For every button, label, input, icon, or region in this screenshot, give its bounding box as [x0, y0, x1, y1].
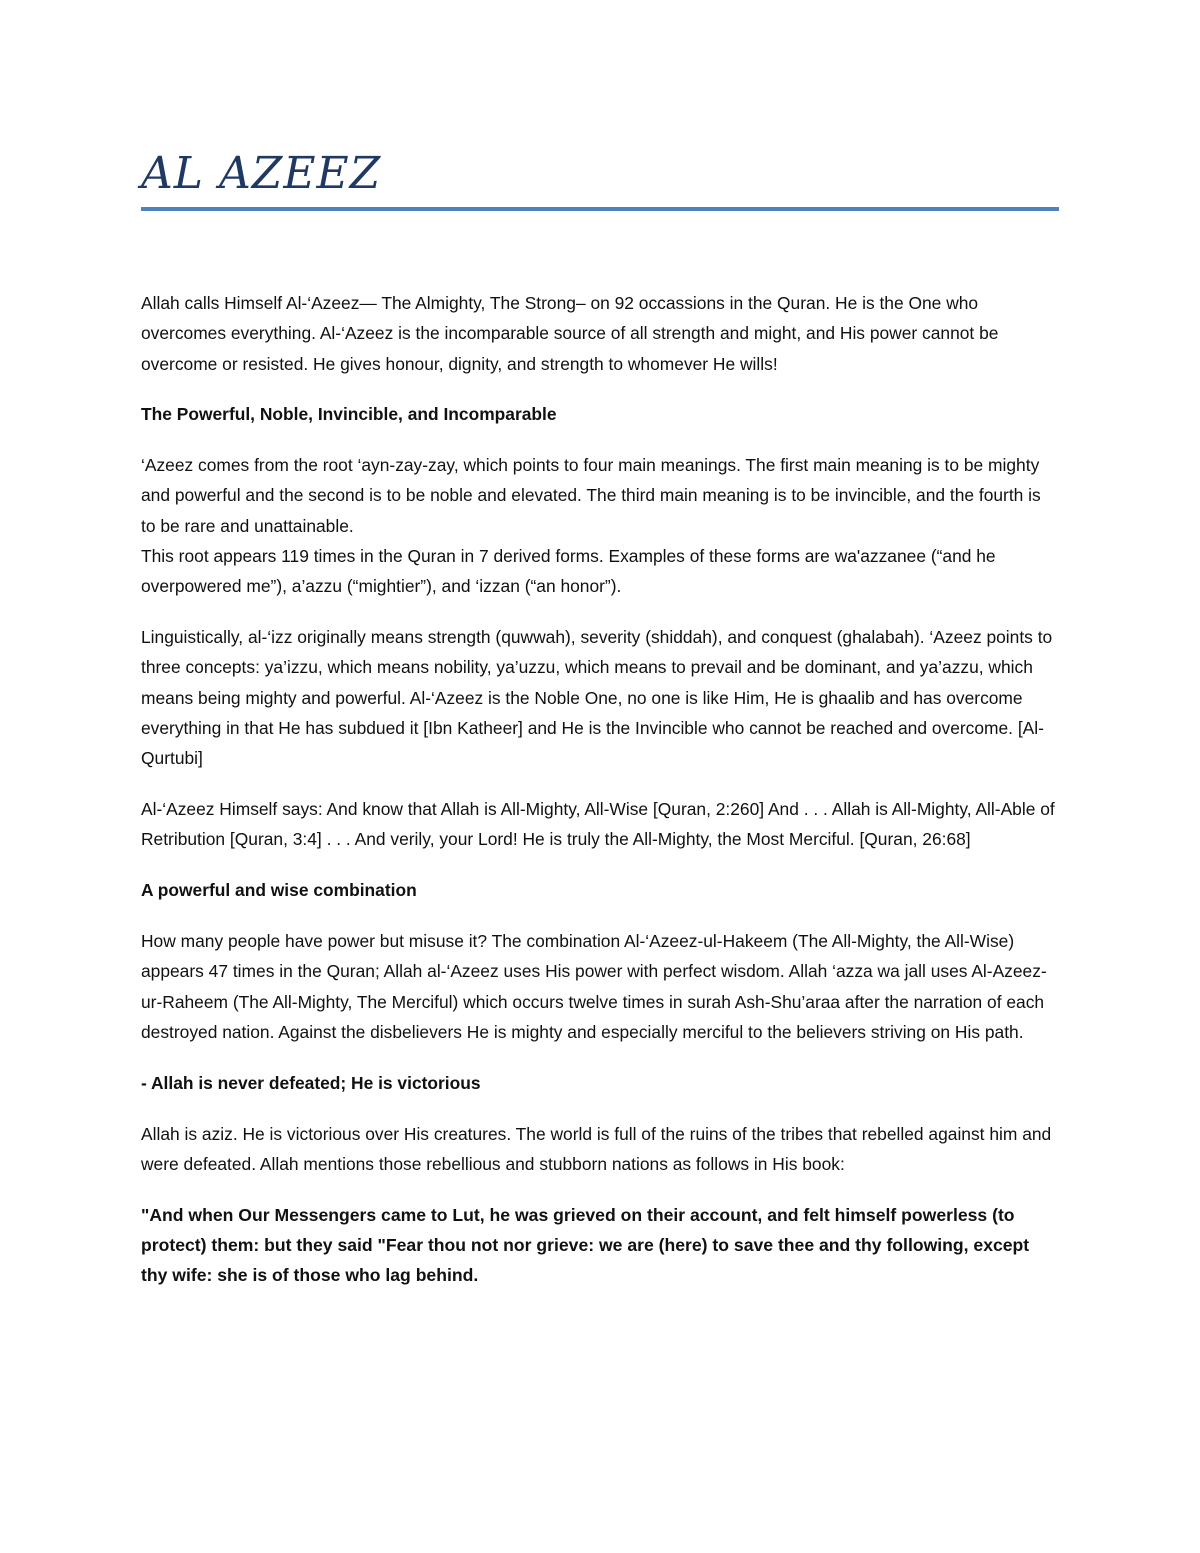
document-body — [141, 288, 1059, 1311]
combination-paragraph: How many people have power but misuse it? The combination Al-‘Azeez-ul-Hakeem (The All-Mighty, the All-Wise) appears 47 times in the Quran; Allah al-‘Azeez uses His power with perfect wisdom. Allah ‘azza wa jall uses Al-Azeez-ur-Raheem (The All-Mighty, The Merciful) which occurs twelve times in surah Ash-Shu’araa after the narration of each destroyed nation. Against the disbelievers He is mighty and especially merciful to the believers striving on His path. — [141, 931, 1047, 1042]
section-heading-victorious: - Allah is never defeated; He is victorious — [141, 1072, 481, 1093]
intro-paragraph: Allah calls Himself Al-‘Azeez— The Almighty, The Strong– on 92 occassions in the Quran. He is the One who overcomes everything. Al-‘Azeez is the incomparable source of all strength and might, and His power cannot be overcome or resisted. He gives honour, dignity, and strength to whomever He wills! — [141, 293, 999, 374]
root-meaning-paragraph: ‘Azeez comes from the root ‘ayn-zay-zay, which points to four main meanings. The first main meaning is to be mighty and powerful and the second is to be noble and elevated. The third main meaning is to be invincible, and the fourth is to be rare and unattainable. — [141, 455, 1041, 536]
section-heading-powerful-noble: The Powerful, Noble, Invincible, and Incomparable — [141, 404, 557, 425]
section-heading-combination: A powerful and wise combination — [141, 880, 417, 901]
document-title: AL AZEEZ — [141, 148, 382, 199]
root-occurrences-paragraph: This root appears 119 times in the Quran in 7 derived forms. Examples of these forms are wa'azzanee (“and he overpowered me”), a’azzu (“mightier”), and ‘izzan (“an honor”). — [141, 546, 996, 597]
linguistic-paragraph: Linguistically, al-‘izz originally means strength (quwwah), severity (shiddah), and conquest (ghalabah). ‘Azeez points to three concepts: ya’izzu, which means nobility, ya’uzzu, which means to prevail and be dominant, and ya’azzu, which means being mighty and powerful. Al-‘Azeez is the Noble One, no one is like Him, He is ghaalib and has overcome everything in that He has subdued it [Ibn Katheer] and He is the Invincible who cannot be reached and overcome. [Al-Qurtubi] — [141, 627, 1053, 769]
title-underline-rule — [141, 207, 1059, 211]
quran-citations-paragraph: Al-‘Azeez Himself says: And know that Allah is All-Mighty, All-Wise [Quran, 2:260] And . . . Allah is All-Mighty, All-Able of Retribution [Quran, 3:4] . . . And verily, your Lord! He is truly the All-Mighty, the Most Merciful. [Quran, 26:68] — [141, 799, 1055, 850]
quran-quote: "And when Our Messengers came to Lut, he was grieved on their account, and felt himself powerless (to protect) them: but they said "Fear thou not nor grieve: we are (here) to save thee and thy following, except thy wife: she is of those who lag behind. — [141, 1204, 1030, 1286]
victorious-paragraph: Allah is aziz. He is victorious over His creatures. The world is full of the ruins of the tribes that rebelled against him and were defeated. Allah mentions those rebellious and stubborn nations as follows in His book: — [141, 1123, 1052, 1174]
